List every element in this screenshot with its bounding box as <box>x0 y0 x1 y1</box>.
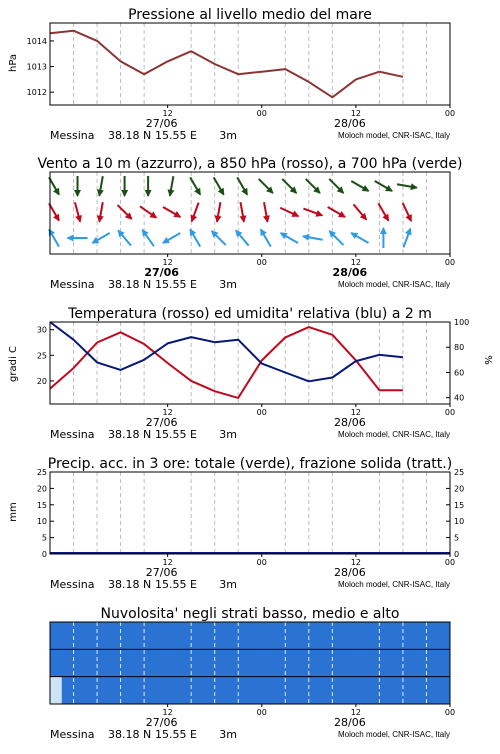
y-tick-label-right: 0 <box>454 550 459 559</box>
model-credit: Moloch model, CNR-ISAC, Italy <box>338 131 450 140</box>
wind-arrow-head <box>67 235 74 242</box>
x-tick-label: 00 <box>257 558 267 567</box>
x-tick-label: 12 <box>351 258 361 267</box>
model-credit: Moloch model, CNR-ISAC, Italy <box>338 430 450 439</box>
chart-title-wind: Vento a 10 m (azzurro), a 850 hPa (rosso), a 700 hPa (verde) <box>37 156 462 172</box>
wind-arrow <box>353 204 367 220</box>
temperature-panel <box>8 306 493 441</box>
model-credit: Moloch model, CNR-ISAC, Italy <box>338 280 450 289</box>
y-tick-label: 5 <box>42 534 47 543</box>
wind-arrow <box>190 177 201 195</box>
y-tick-label: 25 <box>37 468 47 477</box>
location-elevation: 3m <box>219 278 237 291</box>
chart-title-pressure: Pressione al livello medio del mare <box>128 7 372 23</box>
wind-arrow <box>282 179 297 194</box>
x-tick-label: 00 <box>445 258 455 267</box>
date-label: 28/06 <box>334 117 366 130</box>
wind-arrow-head <box>302 234 310 241</box>
wind-arrow <box>67 235 88 242</box>
y-tick-label-right: 10 <box>454 517 464 526</box>
humidity-line <box>50 322 403 381</box>
location-lat: 38.18 N <box>108 428 151 441</box>
x-tick-label: 12 <box>163 558 173 567</box>
location-lat: 38.18 N <box>108 278 151 291</box>
x-tick-label: 12 <box>163 109 173 118</box>
location-lon: 15.55 E <box>155 728 197 741</box>
wind-arrow <box>145 176 152 197</box>
y-axis-label-pressure: hPa <box>8 54 19 72</box>
wind-arrow <box>235 230 248 246</box>
y-tick-label-right: 25 <box>454 468 464 477</box>
wind-arrow <box>163 207 181 218</box>
wind-arrow <box>240 202 247 223</box>
y-tick-label: 15 <box>37 501 47 510</box>
wind-arrow-head <box>121 190 128 197</box>
model-credit: Moloch model, CNR-ISAC, Italy <box>338 730 450 739</box>
wind-arrow <box>328 207 346 218</box>
date-label: 27/06 <box>146 566 178 579</box>
location-lon: 15.55 E <box>155 278 197 291</box>
date-label: 28/06 <box>334 416 366 429</box>
y-tick-label-right: 60 <box>454 368 464 377</box>
wind-arrow <box>351 181 369 192</box>
date-label: 28/06 <box>334 716 366 729</box>
wind-arrow <box>375 181 393 192</box>
chart-title-precipitation: Precip. acc. in 3 ore: totale (verde), frazione solida (tratt.) <box>48 456 452 472</box>
x-tick-label: 00 <box>257 258 267 267</box>
y-axis-label-precipitation: mm <box>8 502 19 521</box>
wind-arrow <box>378 203 388 221</box>
y-tick-label: 10 <box>37 517 47 526</box>
pressure-line <box>50 31 403 98</box>
cloud-band-basso <box>50 677 450 704</box>
location-lat: 38.18 N <box>108 728 151 741</box>
wind-arrow <box>75 202 82 222</box>
wind-arrow <box>162 233 180 244</box>
wind-arrow-head <box>263 215 270 223</box>
wind-arrow-head <box>74 190 81 197</box>
location-elevation: 3m <box>219 728 237 741</box>
wind-arrow <box>329 230 344 245</box>
model-credit: Moloch model, CNR-ISAC, Italy <box>338 580 450 589</box>
wind-arrow <box>49 203 60 221</box>
date-label: 27/06 <box>146 416 178 429</box>
cloud-band-alto <box>50 622 450 649</box>
location-name: Messina <box>50 129 95 142</box>
wind-arrow <box>329 179 344 194</box>
location-elevation: 3m <box>219 428 237 441</box>
wind-arrow <box>92 233 110 244</box>
wind-arrow <box>142 229 154 246</box>
x-tick-label: 12 <box>351 408 361 417</box>
x-tick-label: 12 <box>163 258 173 267</box>
wind-arrow <box>263 202 270 223</box>
y-tick-label: 1014 <box>27 37 47 46</box>
wind-panel <box>37 156 462 291</box>
wind-arrow <box>214 177 224 195</box>
wind-arrow-head <box>380 227 387 234</box>
wind-arrow <box>191 203 199 223</box>
y-tick-label: 20 <box>37 484 47 493</box>
wind-arrow-head <box>215 215 222 223</box>
y-tick-label: 0 <box>42 550 47 559</box>
x-tick-label: 00 <box>445 708 455 717</box>
wind-arrow <box>397 183 418 190</box>
location-lat: 38.18 N <box>108 578 151 591</box>
location-name: Messina <box>50 428 95 441</box>
location-elevation: 3m <box>219 129 237 142</box>
temperature-line <box>50 327 403 398</box>
x-tick-label: 12 <box>163 708 173 717</box>
x-tick-label: 00 <box>257 109 267 118</box>
x-tick-label: 00 <box>445 109 455 118</box>
y-axis-label-humidity: % <box>482 355 493 365</box>
x-tick-label: 12 <box>351 558 361 567</box>
cloud-band-medio <box>50 649 450 676</box>
wind-arrow <box>168 176 175 197</box>
y-tick-label: 20 <box>37 377 47 386</box>
wind-arrow <box>215 202 222 223</box>
wind-arrow <box>260 229 270 247</box>
y-tick-label-right: 40 <box>454 394 464 403</box>
y-tick-label-right: 5 <box>454 534 459 543</box>
wind-arrow <box>140 206 157 218</box>
wind-arrow <box>237 177 247 195</box>
x-tick-label: 00 <box>445 408 455 417</box>
y-tick-label: 30 <box>37 326 47 335</box>
precipitation-panel <box>8 456 464 591</box>
wind-arrow <box>306 179 321 194</box>
plot-frame-pressure <box>50 23 450 105</box>
wind-arrow <box>280 233 298 244</box>
date-label: 27/06 <box>144 266 179 279</box>
y-tick-label-right: 100 <box>454 318 469 327</box>
location-lon: 15.55 E <box>155 129 197 142</box>
date-label: 27/06 <box>146 117 178 130</box>
plot-frame-wind <box>50 172 450 254</box>
x-tick-label: 00 <box>257 408 267 417</box>
chart-title-temperature: Temperatura (rosso) ed umidita' relativa (blu) a 2 m <box>67 306 432 322</box>
pressure-panel <box>8 7 455 142</box>
wind-arrow <box>303 209 323 217</box>
location-name: Messina <box>50 728 95 741</box>
location-lon: 15.55 E <box>155 428 197 441</box>
wind-arrow <box>211 230 226 245</box>
y-tick-label: 1013 <box>27 63 47 72</box>
location-name: Messina <box>50 578 95 591</box>
chart-title-cloud: Nuvolosita' negli strati basso, medio e alto <box>101 606 400 622</box>
y-tick-label: 1012 <box>27 88 47 97</box>
y-tick-label-right: 15 <box>454 501 464 510</box>
wind-arrow <box>350 233 368 244</box>
wind-arrow <box>404 228 412 248</box>
wind-arrow <box>97 202 104 223</box>
wind-arrow <box>280 208 299 217</box>
cloud-clear-segment <box>50 677 62 704</box>
wind-arrow-head <box>75 215 82 223</box>
wind-arrow <box>302 234 323 241</box>
x-tick-label: 12 <box>351 708 361 717</box>
wind-arrow <box>118 230 132 246</box>
date-label: 28/06 <box>333 266 368 279</box>
y-tick-label-right: 20 <box>454 484 464 493</box>
wind-arrow <box>259 179 274 194</box>
date-label: 27/06 <box>146 716 178 729</box>
y-tick-label-right: 80 <box>454 343 464 352</box>
wind-arrow-head <box>145 190 152 197</box>
cloud-panel <box>50 606 455 741</box>
wind-arrow <box>121 176 128 197</box>
location-name: Messina <box>50 278 95 291</box>
location-lon: 15.55 E <box>155 578 197 591</box>
location-elevation: 3m <box>219 578 237 591</box>
wind-arrow <box>49 177 60 195</box>
location-lat: 38.18 N <box>108 129 151 142</box>
y-tick-label: 25 <box>37 351 47 360</box>
x-tick-label: 00 <box>257 708 267 717</box>
wind-arrow <box>118 205 133 220</box>
x-tick-label: 00 <box>445 558 455 567</box>
wind-arrow <box>97 176 104 197</box>
wind-arrow <box>403 203 412 222</box>
x-tick-label: 12 <box>351 109 361 118</box>
wind-arrow <box>74 176 81 197</box>
x-tick-label: 12 <box>163 408 173 417</box>
plot-frame-precipitation <box>50 472 450 554</box>
y-axis-label-temperature: gradi C <box>8 346 19 382</box>
date-label: 28/06 <box>334 566 366 579</box>
plot-frame-temperature <box>50 322 450 404</box>
wind-arrow-head <box>410 183 418 190</box>
wind-arrow <box>380 227 387 248</box>
